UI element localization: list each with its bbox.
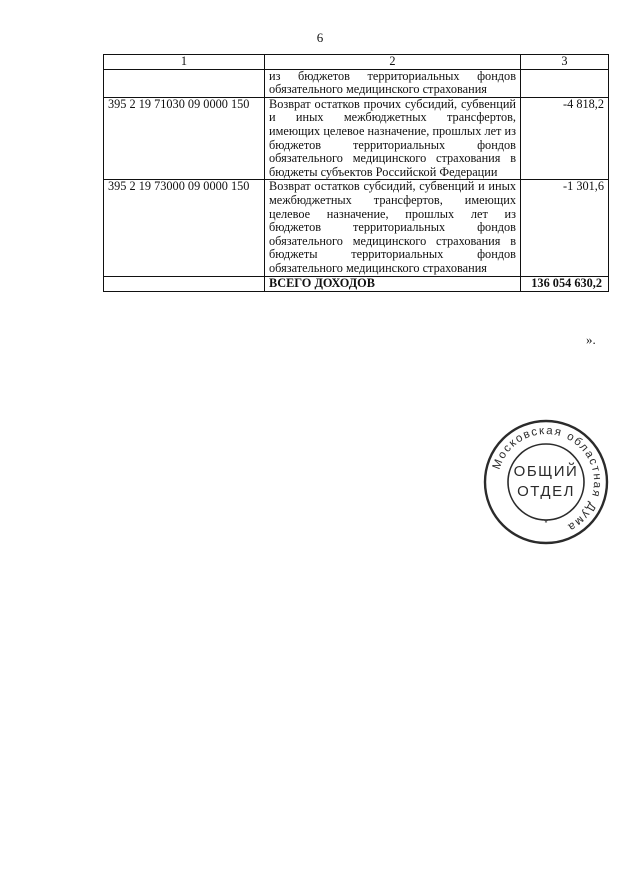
total-label: ВСЕГО ДОХОДОВ <box>265 276 521 291</box>
seal-star: * <box>544 518 548 528</box>
seal-center-line-1: ОБЩИЙ <box>513 463 579 480</box>
closing-quote: ». <box>586 332 596 347</box>
description-cell: из бюджетов территориальных фондов обязательного медицинского страхования <box>265 69 521 97</box>
amount-cell: -4 818,2 <box>521 97 609 180</box>
table-row <box>104 180 609 276</box>
official-seal-stamp <box>482 418 610 546</box>
total-code-cell <box>104 276 265 291</box>
total-row <box>104 276 609 291</box>
seal-inner-ring <box>508 444 584 520</box>
seal-center-line-2: ОТДЕЛ <box>517 483 575 500</box>
amount-cell <box>521 69 609 97</box>
seal-ring-text: Московская областная Дума <box>490 424 604 534</box>
table-row <box>104 69 609 97</box>
table-header-row <box>104 55 609 70</box>
budget-code-cell: 395 2 19 71030 09 0000 150 <box>104 97 265 180</box>
revenue-table <box>103 54 609 292</box>
page-number: 6 <box>316 30 324 45</box>
header-cell-3: 3 <box>521 55 609 70</box>
budget-code-cell <box>104 69 265 97</box>
header-cell-2: 2 <box>265 55 521 70</box>
table-row <box>104 97 609 180</box>
header-cell-1: 1 <box>104 55 265 70</box>
total-value: 136 054 630,2 <box>521 276 609 291</box>
budget-code-cell: 395 2 19 73000 09 0000 150 <box>104 180 265 276</box>
description-cell: Возврат остатков субсидий, субвенций и иных межбюджетных трансфертов, имеющих целевое назначение, прошлых лет из бюджетов территориальных фондов обязательного медицинского страхования в бюджеты территориальных фондов обязательного медицинского страхования <box>265 180 521 276</box>
description-cell: Возврат остатков прочих субсидий, субвенций и иных межбюджетных трансфертов, имеющих целевое назначение, прошлых лет из бюджетов территориальных фондов обязательного медицинского страхования в бюджеты субъектов Российской Федерации <box>265 97 521 180</box>
amount-cell: -1 301,6 <box>521 180 609 276</box>
